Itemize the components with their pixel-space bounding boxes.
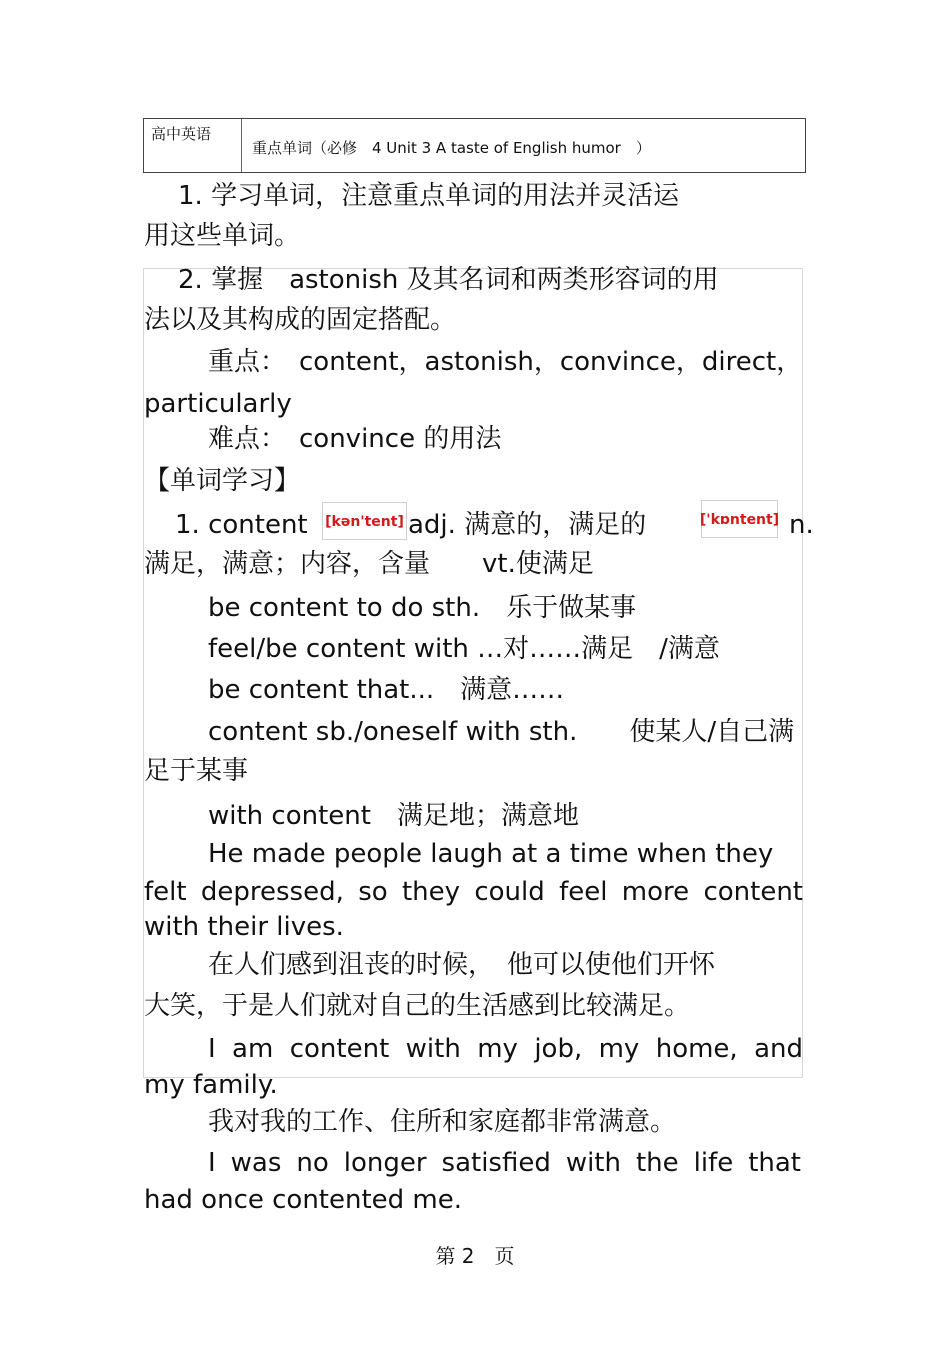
goal-2-line-1: 2. 掌握 astonish 及其名词和两类形容词的用	[178, 265, 719, 295]
header-divider	[241, 119, 242, 172]
adj-meaning: adj. 满意的，满足的	[408, 510, 647, 540]
example-1-translation-1: 在人们感到沮丧的时候， 他可以使他们开怀	[208, 950, 716, 980]
entry-meanings: 满足，满意；内容，含量 vt.使满足	[144, 549, 594, 579]
phrase-5: with content 满足地；满意地	[208, 801, 579, 831]
key-points-line-1: 重点： content，astonish，convince，direct，	[208, 347, 803, 377]
difficult-points: 难点： convince 的用法	[208, 424, 502, 454]
phrase-2: feel/be content with …对……满足 /满意	[208, 634, 720, 664]
example-1-line-1: He made people laugh at a time when they	[208, 839, 774, 869]
noun-label: n.	[789, 510, 814, 540]
example-3-line-2: had once contented me.	[144, 1185, 463, 1215]
example-3-line-1: I was no longer satisfied with the life that	[208, 1148, 801, 1178]
phrase-3: be content that... 满意……	[208, 675, 565, 705]
goal-1-line-2: 用这些单词。	[144, 221, 301, 251]
key-points-line-2: particularly	[144, 389, 292, 419]
phrase-4: content sb./oneself with sth. 使某人/自己满	[208, 717, 795, 747]
example-1-line-3: with their lives.	[144, 912, 344, 942]
section-title: 【单词学习】	[144, 466, 301, 496]
example-1-line-2: felt depressed, so they could feel more content	[144, 877, 803, 907]
example-1-translation-2: 大笑，于是人们就对自己的生活感到比较满足。	[144, 991, 691, 1021]
example-2-line-2: my family.	[144, 1070, 278, 1100]
page-number: 第 2 页	[435, 1244, 515, 1268]
goal-1-line-1: 1. 学习单词，注意重点单词的用法并灵活运	[178, 181, 680, 211]
example-2-translation: 我对我的工作、住所和家庭都非常满意。	[208, 1107, 677, 1137]
entry-word: 1. content	[175, 510, 308, 540]
phrase-1: be content to do sth. 乐于做某事	[208, 593, 637, 623]
header-table	[143, 118, 806, 173]
phrase-4-cont: 足于某事	[144, 756, 249, 786]
phonetic-n-image: ['kɒntent]	[701, 500, 778, 538]
phonetic-adj-image: [kən'tent]	[322, 502, 407, 540]
example-2-line-1: I am content with my job, my home, and	[208, 1034, 803, 1064]
goal-2-line-2: 法以及其构成的固定搭配。	[144, 305, 457, 335]
topic-label: 重点单词（必修 4 Unit 3 A taste of English humor ）	[252, 139, 651, 157]
subject-label: 高中英语	[151, 125, 212, 143]
